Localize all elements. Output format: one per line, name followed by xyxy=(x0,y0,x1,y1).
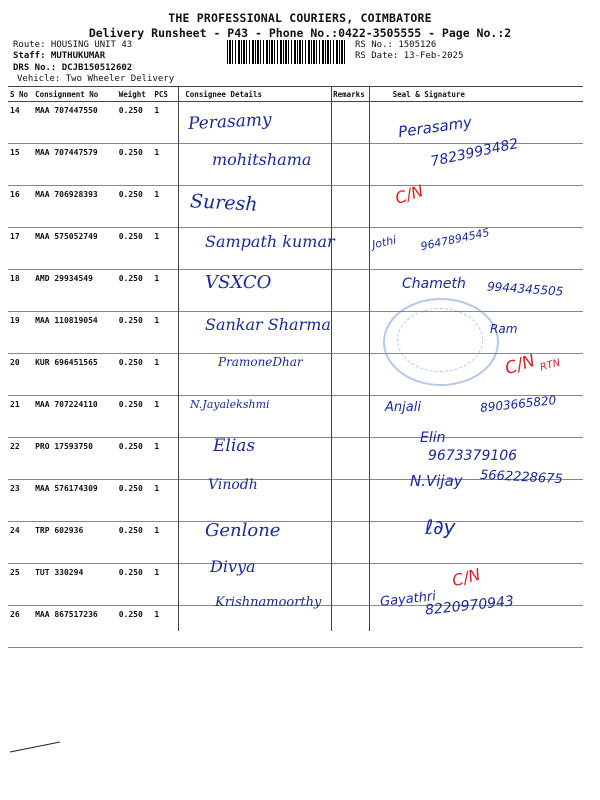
row-consignment-no: MAA 707224110 xyxy=(33,396,117,438)
signature-elin: Elin xyxy=(420,430,446,446)
row-sno: 25 xyxy=(8,564,33,606)
consignee-handwriting: Krishnamoorthy xyxy=(215,595,322,610)
row-remarks xyxy=(331,396,373,438)
row-consignee-cell xyxy=(183,606,331,648)
row-remarks xyxy=(331,354,373,396)
row-weight: 0.250 xyxy=(117,522,153,564)
row-consignment-no: MAA 867517236 xyxy=(33,606,117,648)
row-consignment-no: MAA 707447579 xyxy=(33,144,117,186)
row-sno: 26 xyxy=(8,606,33,648)
consignee-handwriting: Elias xyxy=(213,436,256,456)
pen-stroke xyxy=(0,740,120,780)
row-signature-cell xyxy=(373,522,583,564)
row-remarks xyxy=(331,270,373,312)
signature-phone: 9944345505 xyxy=(486,279,564,299)
row-remarks xyxy=(331,522,373,564)
consignee-handwriting: Genlone xyxy=(205,520,281,541)
consignee-handwriting: VSXCO xyxy=(205,272,272,293)
row-sno: 18 xyxy=(8,270,33,312)
col-consignment: Consignment No xyxy=(33,87,117,102)
row-consignment-no: MAA 707447550 xyxy=(33,102,117,144)
row-sno: 16 xyxy=(8,186,33,228)
row-sno: 20 xyxy=(8,354,33,396)
row-remarks xyxy=(331,186,373,228)
consignee-handwriting: PramoneDhar xyxy=(218,355,303,369)
row-pcs: 1 xyxy=(152,522,183,564)
row-sno: 15 xyxy=(8,144,33,186)
row-remarks xyxy=(331,102,373,144)
row-pcs: 1 xyxy=(152,480,183,522)
col-signature: Seal & Signature xyxy=(373,87,583,102)
table-row xyxy=(8,522,583,564)
row-sno: 24 xyxy=(8,522,33,564)
signature-phone: 9673379106 xyxy=(428,448,518,464)
row-weight: 0.250 xyxy=(117,144,153,186)
cn-mark: C/N xyxy=(502,350,538,380)
signature-chameth: Chameth xyxy=(402,276,466,292)
row-consignment-no: MAA 110819054 xyxy=(33,312,117,354)
table-row xyxy=(8,186,583,228)
row-sno: 23 xyxy=(8,480,33,522)
row-remarks xyxy=(331,144,373,186)
rs-number: RS No.: 1505126 xyxy=(355,40,437,50)
row-weight: 0.250 xyxy=(117,228,153,270)
row-pcs: 1 xyxy=(152,270,183,312)
table-row xyxy=(8,606,583,648)
vehicle-label: Vehicle: Two Wheeler Delivery xyxy=(17,74,175,84)
row-pcs: 1 xyxy=(152,312,183,354)
runsheet-subtitle: Delivery Runsheet - P43 - Phone No.:0422-3505555 - Page No.:2 xyxy=(88,26,512,40)
signature-scribble: ℓ∂y xyxy=(425,515,456,539)
row-weight: 0.250 xyxy=(117,354,153,396)
consignee-handwriting: Sampath kumar xyxy=(205,232,335,251)
column-divider xyxy=(178,86,179,631)
row-consignment-no: MAA 706928393 xyxy=(33,186,117,228)
table-row xyxy=(8,480,583,522)
row-weight: 0.250 xyxy=(117,606,153,648)
row-sno: 22 xyxy=(8,438,33,480)
route-label: Route: HOUSING UNIT 43 xyxy=(13,40,133,50)
row-sno: 17 xyxy=(8,228,33,270)
row-consignment-no: KUR 696451565 xyxy=(33,354,117,396)
row-weight: 0.250 xyxy=(117,312,153,354)
row-weight: 0.250 xyxy=(117,480,153,522)
column-divider xyxy=(331,86,332,631)
row-pcs: 1 xyxy=(152,564,183,606)
row-consignment-no: PRO 17593750 xyxy=(33,438,117,480)
table-row xyxy=(8,102,583,144)
row-weight: 0.250 xyxy=(117,564,153,606)
row-pcs: 1 xyxy=(152,102,183,144)
consignee-handwriting: Sankar Sharma xyxy=(205,315,331,334)
signature-phone: 9647894545 xyxy=(419,225,491,254)
row-pcs: 1 xyxy=(152,606,183,648)
rtn-mark: RTN xyxy=(538,357,562,374)
row-consignment-no: AMD 29934549 xyxy=(33,270,117,312)
signature-anjali: Anjali xyxy=(385,400,421,415)
signature-phone: 8903665820 xyxy=(479,393,557,415)
consignee-handwriting: mohitshama xyxy=(212,150,312,169)
col-remarks: Remarks xyxy=(331,87,373,102)
col-pcs: PCS xyxy=(152,87,183,102)
row-remarks xyxy=(331,480,373,522)
row-pcs: 1 xyxy=(152,438,183,480)
signature-ram: Ram xyxy=(490,322,518,336)
table-header-row xyxy=(8,87,583,102)
row-pcs: 1 xyxy=(152,144,183,186)
signature-phone: 8220970943 xyxy=(424,593,515,619)
signature-jothi: Jothi xyxy=(370,233,398,252)
signature-phone: 5662228675 xyxy=(479,467,564,488)
row-consignment-no: MAA 575052749 xyxy=(33,228,117,270)
row-remarks xyxy=(331,606,373,648)
row-consignment-no: MAA 576174309 xyxy=(33,480,117,522)
row-weight: 0.250 xyxy=(117,438,153,480)
row-remarks xyxy=(331,564,373,606)
signature-gayathri: Gayathri xyxy=(379,589,437,610)
drs-number: DRS No.: DCJB150512602 xyxy=(13,63,133,73)
staff-label: Staff: MUTHUKUMAR xyxy=(13,51,106,61)
row-pcs: 1 xyxy=(152,186,183,228)
row-pcs: 1 xyxy=(152,396,183,438)
column-divider xyxy=(369,86,370,631)
row-pcs: 1 xyxy=(152,354,183,396)
signature-nvijay: N.Vijay xyxy=(410,472,463,490)
courier-stamp-inner xyxy=(397,308,483,372)
company-title: THE PROFESSIONAL COURIERS, COIMBATORE xyxy=(168,11,432,25)
row-remarks xyxy=(331,228,373,270)
col-weight: Weight xyxy=(117,87,153,102)
row-remarks xyxy=(331,438,373,480)
row-consignee-cell xyxy=(183,438,331,480)
barcode xyxy=(227,40,345,64)
row-pcs: 1 xyxy=(152,228,183,270)
rs-date: RS Date: 13-Feb-2025 xyxy=(355,51,464,61)
consignee-handwriting: Suresh xyxy=(189,190,259,216)
col-consignee: Consignee Details xyxy=(183,87,331,102)
row-remarks xyxy=(331,312,373,354)
row-weight: 0.250 xyxy=(117,102,153,144)
col-sno: S No xyxy=(8,87,33,102)
consignee-handwriting: Perasamy xyxy=(187,109,273,135)
signature-perasamy: Perasamy xyxy=(397,112,474,142)
signature-phone: 7823993482 xyxy=(429,135,520,171)
cn-mark: C/N xyxy=(392,181,426,208)
row-sno: 21 xyxy=(8,396,33,438)
row-sno: 19 xyxy=(8,312,33,354)
consignee-handwriting: Divya xyxy=(210,557,256,576)
row-consignment-no: TUT 330294 xyxy=(33,564,117,606)
row-consignment-no: TRP 602936 xyxy=(33,522,117,564)
row-sno: 14 xyxy=(8,102,33,144)
row-weight: 0.250 xyxy=(117,186,153,228)
cn-mark: C/N xyxy=(450,564,483,591)
row-weight: 0.250 xyxy=(117,270,153,312)
consignee-handwriting: N.Jayalekshmi xyxy=(190,398,270,411)
consignee-handwriting: Vinodh xyxy=(208,477,258,493)
row-weight: 0.250 xyxy=(117,396,153,438)
